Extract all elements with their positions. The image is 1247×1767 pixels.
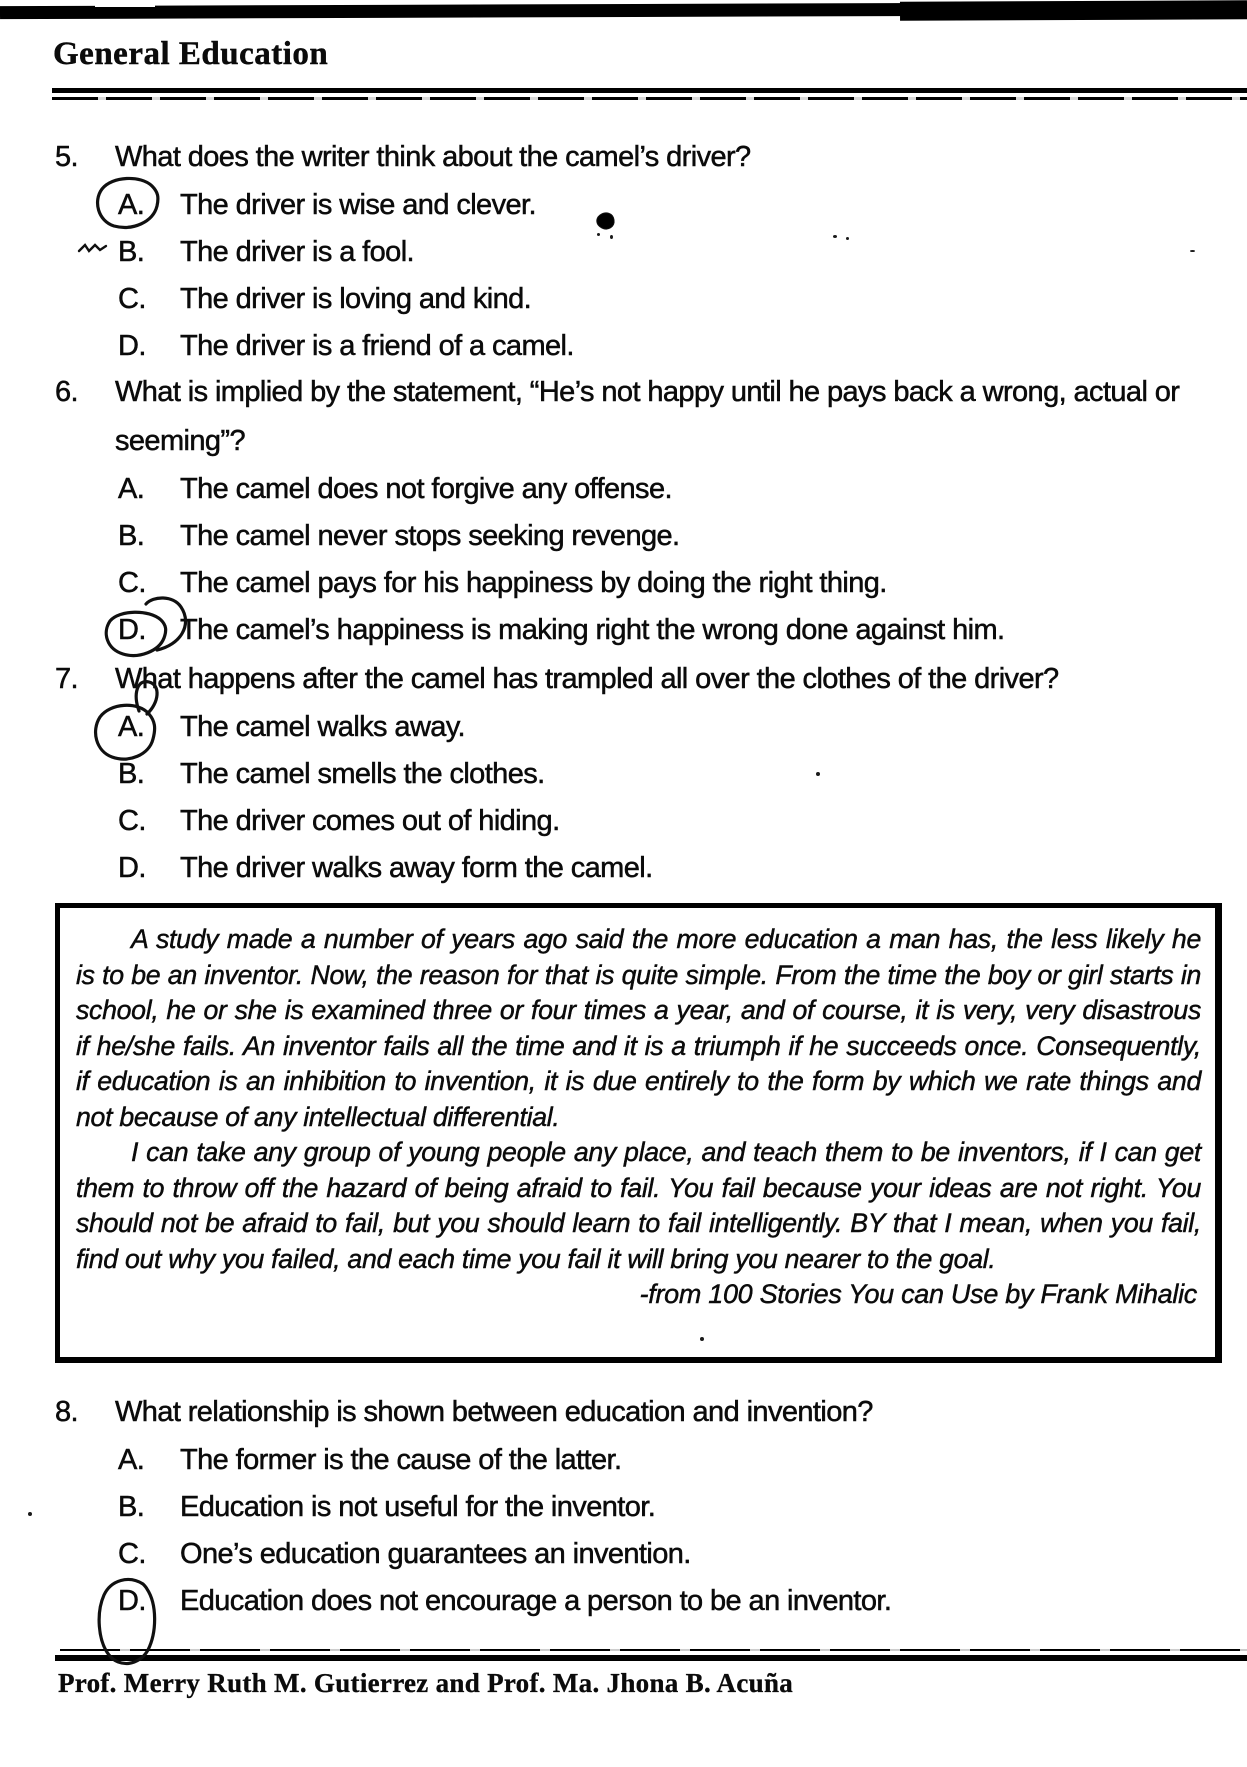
option-letter: A. [118, 711, 145, 743]
scan-edge-bar-right [900, 0, 1247, 21]
option-row-b [0, 751, 1247, 798]
option-row-b [0, 513, 1247, 560]
option-letter: B. [118, 520, 145, 552]
option-letter: B. [118, 236, 145, 268]
option-text: The driver walks away form the camel. [180, 852, 653, 884]
question-text: What relationship is shown between education and invention? [115, 1396, 873, 1428]
question-text: What happens after the camel has trampled all over the clothes of the driver? [115, 663, 1059, 695]
option-letter: B. [118, 758, 145, 790]
option-letter: C. [118, 1538, 146, 1570]
option-text: The camel does not forgive any offense. [180, 473, 672, 505]
option-letter: D. [118, 852, 146, 884]
option-letter: A. [118, 189, 145, 221]
question-number: 6. [55, 376, 78, 408]
option-text: The driver is wise and clever. [180, 189, 536, 221]
option-letter: A. [118, 473, 145, 505]
option-text: The driver comes out of hiding. [180, 805, 560, 837]
option-text: The camel’s happiness is making right the wrong done against him. [180, 614, 1005, 646]
option-text: The driver is loving and kind. [180, 283, 532, 315]
option-letter: A. [118, 1444, 145, 1476]
passage-paragraph-2: I can take any group of young people any place, and teach them to be inventors, if I can get them to throw off the hazard of being afraid to fail. You fail because your ideas are not right. You should not be afraid to fail, but you should learn to fail intelligently. BY that I mean, when you fail, find out why you failed, and each time you fail it will bring you nearer to the goal. [76, 1137, 1201, 1274]
option-row-a [0, 182, 1247, 229]
header-rule-top [52, 88, 1247, 93]
scan-speck [816, 772, 820, 776]
option-text: The former is the cause of the latter. [180, 1444, 622, 1476]
scan-speck [597, 233, 600, 236]
option-text: The camel never stops seeking revenge. [180, 520, 680, 552]
option-row-b [0, 1484, 1247, 1531]
option-text: The camel smells the clothes. [180, 758, 545, 790]
scan-edge-notch [95, 4, 155, 7]
option-text: The driver is a fool. [180, 236, 414, 268]
scan-speck [610, 235, 613, 239]
footer-rule-thick [55, 1655, 1247, 1661]
passage-box [55, 903, 1222, 1363]
page-title: General Education [53, 36, 329, 72]
option-letter: C. [118, 805, 146, 837]
option-letter: B. [118, 1491, 145, 1523]
question-heading [0, 655, 1247, 704]
scan-speck [28, 1512, 32, 1516]
question-5 [0, 133, 1247, 370]
option-row-c [0, 560, 1247, 607]
option-row-c [0, 1531, 1247, 1578]
option-row-d [0, 607, 1247, 654]
option-letter: C. [118, 567, 146, 599]
option-text: Education is not useful for the inventor. [180, 1491, 656, 1523]
question-text: What does the writer think about the camel’s driver? [115, 141, 751, 173]
option-row-d [0, 1578, 1247, 1625]
question-number: 7. [55, 663, 78, 695]
passage-paragraph-1: A study made a number of years ago said the more education a man has, the less likely he is to be an inventor. Now, the reason for that is quite simple. From the time the boy or girl starts in school, he or she is examined three or four times a year, and of course, it is very, very disastrous if he/she fails. An inventor fails all the time and it is a triumph if he succeeds once. Consequently, if education is an inhibition to invention, it is due entirely to the form by which we rate things and not because of any intellectual differential. [76, 924, 1201, 1132]
option-row-b [0, 229, 1247, 276]
option-letter: C. [118, 283, 146, 315]
option-row-c [0, 798, 1247, 845]
option-text: One’s education guarantees an invention. [180, 1538, 691, 1570]
option-text: The camel walks away. [180, 711, 466, 743]
option-row-a [0, 466, 1247, 513]
passage-attribution: -from 100 Stories You can Use by Frank Mihalic [639, 1279, 1197, 1309]
scan-speck [833, 235, 837, 238]
question-heading [0, 133, 1247, 182]
question-8 [0, 1388, 1247, 1625]
option-row-a [0, 704, 1247, 751]
footer-credits: Prof. Merry Ruth M. Gutierrez and Prof. Ma. Jhona B. Acuña [58, 1668, 794, 1698]
scan-speck [846, 237, 849, 240]
option-row-d [0, 845, 1247, 892]
option-letter: D. [118, 614, 146, 646]
option-letter: D. [118, 1585, 146, 1617]
option-text: The driver is a friend of a camel. [180, 330, 574, 362]
question-heading [0, 368, 1247, 466]
header-rule-bottom [52, 97, 1247, 100]
option-row-a [0, 1437, 1247, 1484]
scan-speck [700, 1337, 704, 1341]
scan-speck [1190, 250, 1195, 252]
question-7 [0, 655, 1247, 892]
option-letter: D. [118, 330, 146, 362]
option-row-c [0, 276, 1247, 323]
question-heading [0, 1388, 1247, 1437]
option-text: Education does not encourage a person to be an inventor. [180, 1585, 892, 1617]
footer-rule-thin [60, 1649, 1247, 1651]
option-text: The camel pays for his happiness by doing the right thing. [180, 567, 887, 599]
question-text: What is implied by the statement, “He’s not happy until he pays back a wrong, actual or seeming”? [115, 376, 1180, 457]
question-number: 5. [55, 141, 78, 173]
question-number: 8. [55, 1396, 78, 1428]
option-row-d [0, 323, 1247, 370]
question-6 [0, 368, 1247, 654]
